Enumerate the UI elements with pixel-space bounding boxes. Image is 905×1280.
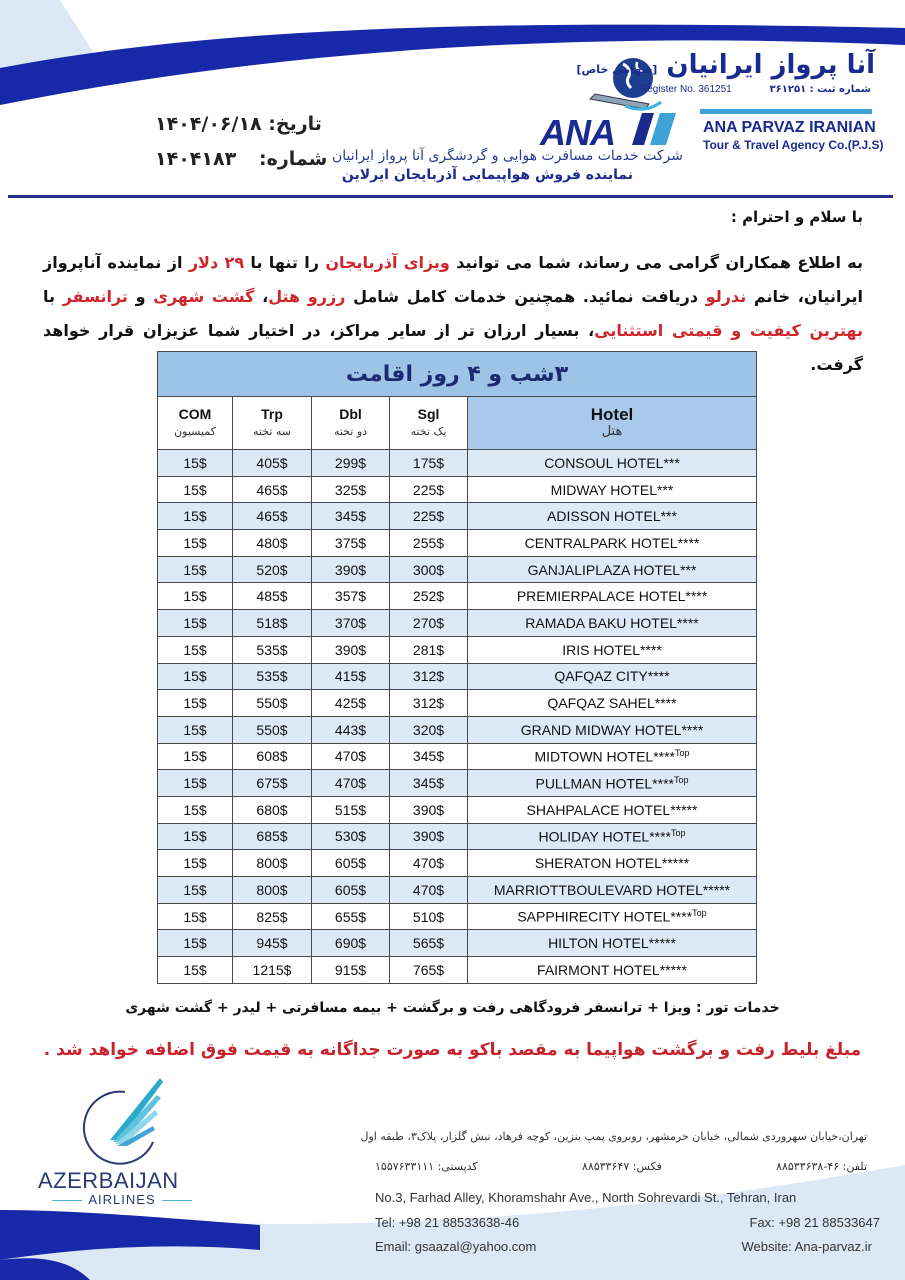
cell-hotel-text: GANJALIPLAZA HOTEL*** — [527, 561, 697, 578]
cell-single — [390, 530, 468, 557]
cell-hotel-text: PREMIERPALACE HOTEL**** — [516, 588, 708, 605]
cell-double — [312, 957, 390, 984]
col-en: Trp — [261, 406, 283, 422]
cell-single-text: 470$ — [412, 855, 445, 872]
cell-hotel — [468, 770, 757, 797]
cell-single-text: 225$ — [412, 481, 445, 498]
cell-triple — [233, 636, 312, 663]
tour-services: خدمات تور : ویزا + ترانسفر فرودگاهی رفت و برگشت + بیمه مسافرتی + لیدر + گشت شهری — [125, 1000, 780, 1016]
cell-triple — [233, 877, 312, 904]
cell-double-text: 345$ — [334, 508, 367, 525]
airline-name: AZERBAIJAN — [38, 1168, 179, 1193]
cell-hotel-text: CONSOUL HOTEL*** — [544, 454, 680, 471]
company-name-fa-text: آنا پرواز ایرانیان — [666, 50, 875, 80]
cell-double — [312, 743, 390, 770]
col-en: Dbl — [339, 406, 362, 422]
table-row — [158, 583, 757, 610]
cell-hotel-text: CENTRALPARK HOTEL**** — [524, 534, 700, 551]
cell-single-text: 390$ — [412, 801, 445, 818]
highlight-city-tour: گشت شهری — [153, 287, 255, 306]
cell-hotel — [468, 877, 757, 904]
cell-double-text: 690$ — [334, 935, 367, 952]
cell-hotel-text: HOLIDAY HOTEL**** — [538, 828, 671, 845]
cell-single — [390, 743, 468, 770]
cell-commission-text: 15$ — [183, 881, 207, 898]
register-number-en: Register No. 361251 — [640, 84, 732, 95]
cell-commission-text: 15$ — [183, 908, 207, 925]
table-row — [158, 930, 757, 957]
company-subtitle-en: Tour & Travel Agency Co.(P.J.S) — [703, 138, 884, 152]
table-row — [158, 476, 757, 503]
cell-hotel-text: MIDTOWN HOTEL**** — [534, 748, 676, 765]
cell-single-text: 175$ — [412, 454, 445, 471]
cell-commission-text: 15$ — [183, 935, 207, 952]
fax-fa: فکس: ۸۸۵۳۳۶۴۷ — [582, 1160, 662, 1173]
cell-triple — [233, 770, 312, 797]
cell-single — [390, 690, 468, 717]
cell-single — [390, 583, 468, 610]
para-text: با — [43, 287, 63, 306]
cell-commission — [158, 957, 233, 984]
cell-hotel — [468, 743, 757, 770]
cell-triple — [233, 743, 312, 770]
column-header-com — [158, 397, 233, 450]
col-fa: دو تخته — [333, 425, 368, 438]
company-name-en: ANA PARVAZ IRANIAN — [703, 119, 876, 136]
cell-triple — [233, 610, 312, 637]
cell-commission-text: 15$ — [183, 748, 207, 765]
cell-double-text: 655$ — [334, 908, 367, 925]
cell-commission-text: 15$ — [183, 721, 207, 738]
cell-hotel — [468, 930, 757, 957]
cell-hotel — [468, 957, 757, 984]
cell-hotel — [468, 850, 757, 877]
cell-triple — [233, 556, 312, 583]
cell-commission-text: 15$ — [183, 695, 207, 712]
cell-single — [390, 796, 468, 823]
fax-en: Fax: +98 21 88533647 — [749, 1215, 880, 1230]
cell-hotel-text: SHAHPALACE HOTEL***** — [526, 801, 698, 818]
greeting: با سلام و احترام : — [730, 208, 863, 226]
cell-single-text: 252$ — [412, 588, 445, 605]
cell-double — [312, 610, 390, 637]
col-en: Sgl — [417, 406, 440, 422]
cell-single-text: 281$ — [412, 641, 445, 658]
cell-single-text: 345$ — [412, 775, 445, 792]
cell-triple — [233, 583, 312, 610]
cell-hotel-text: SHERATON HOTEL***** — [534, 855, 690, 872]
ana-logo-stripes — [632, 113, 676, 145]
highlight-hotel: رزرو هتل — [268, 287, 346, 306]
cell-commission-text: 15$ — [183, 481, 207, 498]
cell-double-text: 470$ — [334, 748, 367, 765]
column-header-hotel — [468, 397, 757, 450]
cell-commission — [158, 743, 233, 770]
cell-commission-text: 15$ — [183, 588, 207, 605]
cell-hotel-text: QAFQAZ CITY**** — [554, 668, 670, 685]
address-fa: تهران،خیابان سهروردی شمالی، خیابان خرمشهر، روبروی پمپ بنزین، کوچه فرهاد، نبش گلزار، پلاک۳، طبقه اول — [360, 1130, 867, 1143]
cell-double-text: 325$ — [334, 481, 367, 498]
cell-hotel — [468, 476, 757, 503]
cell-triple-text: 465$ — [256, 481, 288, 498]
cell-triple — [233, 690, 312, 717]
cell-triple — [233, 930, 312, 957]
phone-fa: تلفن: ۴۶-۸۸۵۳۳۶۳۸ — [776, 1160, 867, 1173]
cell-double-text: 415$ — [334, 668, 367, 685]
cell-hotel — [468, 636, 757, 663]
cell-single-text: 312$ — [412, 668, 445, 685]
cell-triple-text: 550$ — [256, 695, 288, 712]
cell-triple — [233, 796, 312, 823]
header-divider — [8, 195, 893, 198]
cell-hotel-text: IRIS HOTEL**** — [562, 641, 662, 658]
cell-double — [312, 823, 390, 850]
cell-triple-text: 680$ — [256, 801, 288, 818]
cell-commission — [158, 903, 233, 930]
col-fa: هتل — [601, 424, 623, 439]
cell-commission — [158, 850, 233, 877]
table-row — [158, 503, 757, 530]
cell-commission — [158, 556, 233, 583]
website-link[interactable]: Website: Ana-parvaz.ir — [741, 1239, 872, 1254]
cell-single-text: 565$ — [412, 935, 445, 952]
cell-double — [312, 850, 390, 877]
cell-commission-text: 15$ — [183, 534, 207, 551]
cell-hotel-text: MIDWAY HOTEL*** — [550, 481, 674, 498]
cell-single — [390, 770, 468, 797]
para-text: و — [127, 287, 154, 306]
table-row — [158, 690, 757, 717]
cell-double-text: 915$ — [334, 961, 367, 978]
cell-triple-text: 518$ — [256, 614, 288, 631]
column-header-trp — [233, 397, 312, 450]
cell-double — [312, 930, 390, 957]
cell-triple — [233, 530, 312, 557]
cell-double-text: 515$ — [334, 801, 367, 818]
cell-commission — [158, 770, 233, 797]
cell-hotel-text: ADISSON HOTEL*** — [547, 508, 677, 525]
cell-double — [312, 877, 390, 904]
highlight-quality: بهترین کیفیت و قیمتی استثنایی — [594, 321, 863, 340]
cell-single-text: 765$ — [412, 961, 445, 978]
date-row — [155, 113, 322, 135]
company-type-fa: [سهامی خاص] — [576, 63, 658, 76]
cell-commission — [158, 663, 233, 690]
airline-subtitle: AIRLINES — [42, 1192, 202, 1207]
number-label: شماره: — [259, 148, 328, 170]
cell-double — [312, 530, 390, 557]
cell-commission-text: 15$ — [183, 961, 207, 978]
cell-triple-text: 405$ — [256, 454, 288, 471]
cell-double — [312, 503, 390, 530]
cell-double-text: 390$ — [334, 641, 367, 658]
cell-commission-text: 15$ — [183, 561, 207, 578]
email-link[interactable]: Email: gsaazal@yahoo.com — [375, 1239, 537, 1254]
cell-double-text: 443$ — [334, 721, 367, 738]
top-tag: Top — [692, 908, 707, 919]
cell-single-text: 270$ — [412, 614, 445, 631]
cell-hotel — [468, 690, 757, 717]
cell-hotel — [468, 903, 757, 930]
top-tag: Top — [675, 748, 690, 759]
cell-triple-text: 675$ — [256, 775, 288, 792]
table-row — [158, 610, 757, 637]
highlight-agent: ندرلو — [705, 287, 747, 306]
cell-commission-text: 15$ — [183, 855, 207, 872]
cell-double — [312, 450, 390, 477]
cell-single-text: 470$ — [412, 881, 445, 898]
table-row — [158, 903, 757, 930]
col-fa: یک تخته — [410, 425, 447, 438]
address-en: No.3, Farhad Alley, Khoramshahr Ave., North Sohrevardi St., Tehran, Iran — [375, 1190, 797, 1205]
cell-commission-text: 15$ — [183, 668, 207, 685]
cell-double-text: 357$ — [334, 588, 367, 605]
cell-double — [312, 636, 390, 663]
highlight-visa: ویزای آذربایجان — [325, 253, 450, 272]
cell-commission — [158, 530, 233, 557]
cell-double — [312, 556, 390, 583]
cell-single — [390, 450, 468, 477]
table-row — [158, 796, 757, 823]
cell-hotel-text: QAFQAZ SAHEL**** — [547, 695, 677, 712]
highlight-transfer: ترانسفر — [62, 287, 128, 306]
col-en: Hotel — [590, 405, 634, 424]
cell-commission-text: 15$ — [183, 801, 207, 818]
cell-double — [312, 716, 390, 743]
cell-double-text: 530$ — [334, 828, 367, 845]
cell-triple — [233, 476, 312, 503]
table-title: ۳شب و ۴ روز اقامت — [158, 352, 757, 397]
cell-hotel — [468, 823, 757, 850]
cell-single — [390, 476, 468, 503]
cell-commission — [158, 823, 233, 850]
cell-triple — [233, 663, 312, 690]
top-tag: Top — [671, 828, 686, 839]
cell-double-text: 605$ — [334, 855, 367, 872]
table-row — [158, 530, 757, 557]
cell-single-text: 345$ — [412, 748, 445, 765]
cell-hotel — [468, 583, 757, 610]
cell-triple — [233, 450, 312, 477]
table-row — [158, 716, 757, 743]
cell-triple-text: 550$ — [256, 721, 288, 738]
col-fa: سه تخته — [253, 425, 291, 438]
cell-double-text: 605$ — [334, 881, 367, 898]
para-text: به اطلاع همکاران گرامی می رساند، شما می توانید — [449, 253, 864, 272]
cell-hotel — [468, 450, 757, 477]
cell-single — [390, 903, 468, 930]
company-description-fa: شرکت خدمات مسافرت هوایی و گردشگری آنا پرواز ایرانیان — [331, 148, 683, 164]
para-text: را تنها با — [244, 253, 326, 272]
company-name-fa — [576, 50, 875, 80]
cell-triple — [233, 957, 312, 984]
cell-commission-text: 15$ — [183, 614, 207, 631]
cell-single-text: 320$ — [412, 721, 445, 738]
postal-code-fa: کدپستی: ۱۵۵۷۶۳۳۱۱۱ — [375, 1160, 478, 1173]
cell-double-text: 370$ — [334, 614, 367, 631]
number-row — [155, 148, 328, 170]
cell-single — [390, 503, 468, 530]
table-row — [158, 850, 757, 877]
table-row — [158, 957, 757, 984]
cell-double-text: 470$ — [334, 775, 367, 792]
para-text: دریافت نمائید. همچنین خدمات کامل شامل — [345, 287, 706, 306]
cell-hotel — [468, 663, 757, 690]
cell-double — [312, 476, 390, 503]
cell-commission — [158, 930, 233, 957]
cell-triple-text: 1215$ — [252, 961, 292, 978]
cell-commission — [158, 583, 233, 610]
register-number-fa: شماره ثبت : ۳۶۱۲۵۱ — [769, 84, 871, 95]
cell-commission — [158, 610, 233, 637]
cell-commission-text: 15$ — [183, 508, 207, 525]
table-row — [158, 823, 757, 850]
table-row — [158, 877, 757, 904]
cell-single — [390, 610, 468, 637]
cell-triple-text: 608$ — [256, 748, 288, 765]
cell-triple — [233, 823, 312, 850]
cell-double-text: 425$ — [334, 695, 367, 712]
table-row — [158, 663, 757, 690]
cell-commission-text: 15$ — [183, 641, 207, 658]
cell-single — [390, 957, 468, 984]
column-header-dbl — [312, 397, 390, 450]
cell-commission — [158, 476, 233, 503]
cell-single-text: 225$ — [412, 508, 445, 525]
cell-hotel-text: MARRIOTTBOULEVARD HOTEL***** — [493, 881, 731, 898]
column-header-sgl — [390, 397, 468, 450]
cell-hotel — [468, 796, 757, 823]
cell-single — [390, 636, 468, 663]
cell-commission — [158, 877, 233, 904]
ana-logo-text: ANA — [540, 112, 615, 153]
cell-triple — [233, 903, 312, 930]
cell-single-text: 312$ — [412, 695, 445, 712]
cell-single — [390, 556, 468, 583]
cell-double-text: 390$ — [334, 561, 367, 578]
cell-single-text: 390$ — [412, 828, 445, 845]
cell-single — [390, 850, 468, 877]
cell-double-text: 299$ — [334, 454, 367, 471]
cell-hotel-text: GRAND MIDWAY HOTEL**** — [520, 721, 704, 738]
cell-double — [312, 796, 390, 823]
ticket-notice: مبلغ بلیط رفت و برگشت هواپیما به مقصد باکو به صورت جداگانه به قیمت فوق اضافه خواهد شد . — [43, 1040, 862, 1060]
cell-double — [312, 663, 390, 690]
cell-triple-text: 945$ — [256, 935, 288, 952]
cell-triple — [233, 850, 312, 877]
hotel-price-table — [157, 351, 757, 984]
top-tag: Top — [673, 774, 689, 785]
cell-single — [390, 823, 468, 850]
cell-commission-text: 15$ — [183, 828, 207, 845]
cell-triple-text: 465$ — [256, 508, 288, 525]
table-row — [158, 770, 757, 797]
cell-double-text: 375$ — [334, 534, 367, 551]
para-text: ، بسیار ارزان تر از سایر مراکز، در اختیار شما عزیزان قرار خواهد گرفت. — [43, 321, 863, 374]
cell-commission — [158, 636, 233, 663]
cell-double — [312, 690, 390, 717]
azerbaijan-airlines-logo — [65, 1070, 175, 1165]
cell-hotel — [468, 503, 757, 530]
col-fa: کمیسیون — [174, 425, 216, 438]
date-value: ۱۴۰۴/۰۶/۱۸ — [155, 113, 262, 135]
date-label: تاریخ: — [268, 113, 322, 135]
agent-description-fa: نماینده فروش هواپیمایی آذربایجان ایرلاین — [341, 167, 633, 183]
para-text: ، — [254, 287, 269, 306]
cell-hotel-text: RAMADA BAKU HOTEL**** — [525, 614, 699, 631]
cell-commission-text: 15$ — [183, 775, 207, 792]
cell-triple-text: 685$ — [256, 828, 288, 845]
cell-commission — [158, 716, 233, 743]
cell-triple-text: 800$ — [256, 855, 288, 872]
cell-single — [390, 716, 468, 743]
para-text: از نماینده آناپرواز ایرانیان، خانم — [43, 253, 863, 306]
cell-triple-text: 480$ — [256, 534, 288, 551]
cell-hotel — [468, 716, 757, 743]
table-row — [158, 743, 757, 770]
table-row — [158, 636, 757, 663]
highlight-price: ۲۹ دلار — [188, 253, 245, 272]
cell-triple-text: 485$ — [256, 588, 288, 605]
cell-single — [390, 877, 468, 904]
cell-triple-text: 800$ — [256, 881, 288, 898]
cell-hotel — [468, 556, 757, 583]
cell-hotel-text: FAIRMONT HOTEL***** — [537, 961, 687, 978]
cell-commission — [158, 690, 233, 717]
cell-commission — [158, 796, 233, 823]
cell-commission-text: 15$ — [183, 454, 207, 471]
number-value: ۱۴۰۴۱۸۳ — [155, 148, 237, 170]
cell-triple — [233, 503, 312, 530]
col-en: COM — [178, 406, 212, 422]
cell-hotel — [468, 530, 757, 557]
cell-commission — [158, 503, 233, 530]
cell-single-text: 255$ — [412, 534, 445, 551]
cell-single-text: 300$ — [412, 561, 445, 578]
cell-hotel-text: PULLMAN HOTEL**** — [535, 775, 674, 792]
table-row — [158, 556, 757, 583]
cell-double — [312, 770, 390, 797]
cell-triple — [233, 716, 312, 743]
cell-hotel-text: SAPPHIRECITY HOTEL**** — [517, 908, 693, 925]
cell-hotel — [468, 610, 757, 637]
cell-triple-text: 535$ — [256, 641, 288, 658]
cell-single — [390, 663, 468, 690]
cell-double — [312, 903, 390, 930]
phone-en: Tel: +98 21 88533638-46 — [375, 1215, 520, 1230]
cell-hotel-text: HILTON HOTEL***** — [548, 935, 676, 952]
cell-single — [390, 930, 468, 957]
cell-triple-text: 535$ — [256, 668, 288, 685]
cell-commission — [158, 450, 233, 477]
accent-bar — [700, 109, 872, 114]
cell-double — [312, 583, 390, 610]
cell-triple-text: 825$ — [256, 908, 288, 925]
cell-triple-text: 520$ — [256, 561, 288, 578]
cell-single-text: 510$ — [412, 908, 445, 925]
table-row — [158, 450, 757, 477]
